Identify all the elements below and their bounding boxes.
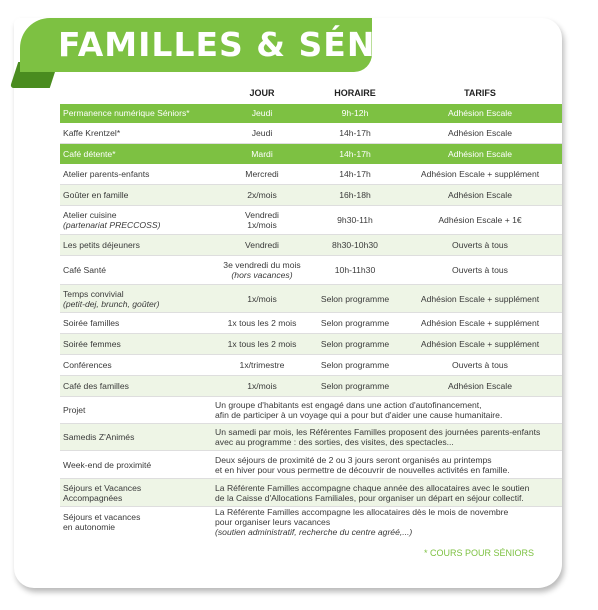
activity-time: 10h-11h30: [334, 265, 376, 275]
table-row: [60, 313, 562, 334]
activity-name: Café des familles: [63, 381, 129, 391]
table-row: [60, 164, 562, 185]
activity-time: 16h-18h: [339, 190, 371, 200]
table-row: [60, 355, 562, 376]
table-row: [60, 206, 562, 235]
activity-day: Jeudi: [251, 128, 273, 138]
table-row: [60, 285, 562, 313]
activity-name: Soirée familles: [63, 318, 120, 328]
activity-time: 9h-12h: [341, 108, 369, 118]
activity-name: Projet: [63, 405, 86, 415]
description-line: pour organiser leurs vacances: [215, 517, 331, 527]
activity-price: Ouverts à tous: [452, 240, 508, 250]
activity-name: Week-end de proximité: [63, 459, 152, 470]
activity-name: Temps convivial: [63, 288, 124, 299]
description-line: afin de participer à un voyage qui a pour but d'aider une cause humanitaire.: [215, 410, 503, 420]
activity-name-line2: Accompagnées: [63, 492, 123, 503]
column-header-tarifs: TARIFS: [464, 88, 496, 98]
footnote: * COURS POUR SÉNIORS: [424, 548, 535, 558]
table-row: [60, 104, 562, 123]
table-row: [60, 334, 562, 355]
activity-price: Adhésion Escale + supplément: [420, 318, 540, 328]
activity-note: (petit-dej, brunch, goûter): [63, 298, 160, 309]
page-title: FAMILLES & SÉNIORS: [58, 25, 469, 64]
description-line: de la Caisse d'Allocations Familiales, pour organiser un départ en séjour collectif.: [215, 492, 524, 503]
activity-price: Adhésion Escale + 1€: [438, 215, 522, 225]
description-line: Un samedi par mois, les Référentes Familles proposent des journées parents-enfants: [215, 427, 541, 437]
activity-name: Atelier cuisine: [63, 210, 117, 220]
activity-price: Adhésion Escale: [447, 148, 513, 159]
activity-day: Mercredi: [245, 169, 279, 179]
activity-time: Selon programme: [320, 381, 390, 391]
activity-price: Adhésion Escale: [447, 108, 513, 118]
activity-day: 1x tous les 2 mois: [227, 318, 297, 328]
activity-name: Atelier parents-enfants: [63, 169, 150, 179]
table-row: [60, 256, 562, 285]
description-line: avec au programme : des sorties, des visites, des spectacles...: [215, 437, 454, 447]
activity-name-line2: en autonomie: [63, 522, 116, 532]
activity-name: Samedis Z'Animés: [63, 432, 135, 442]
activity-price: Ouverts à tous: [452, 265, 508, 275]
description-line: La Référente Familles accompagne chaque année des allocataires avec le soutien: [215, 482, 530, 493]
activity-price: Adhésion Escale: [447, 128, 513, 138]
description-row: [60, 507, 562, 537]
table-row: [60, 235, 562, 256]
activity-name: Café détente*: [63, 148, 116, 159]
column-header-horaire: HORAIRE: [334, 88, 376, 98]
description-line: et en hiver pour vous permettre de découvrir de nouvelles activités en famille.: [215, 464, 510, 475]
activity-note: (partenariat PRECCOSS): [63, 220, 161, 230]
activity-frequency: 1x/mois: [247, 220, 277, 230]
activity-name: Kaffe Krentzel*: [63, 128, 121, 138]
activity-note: (hors vacances): [231, 270, 293, 280]
activity-name: Séjours et Vacances: [63, 482, 142, 493]
activity-day: 1x/mois: [247, 293, 277, 304]
activity-day: Vendredi: [245, 240, 279, 250]
activity-name: Soirée femmes: [63, 339, 121, 349]
activity-time: Selon programme: [320, 360, 390, 370]
activity-price: Adhésion Escale + supplément: [420, 339, 540, 349]
activity-time: 14h-17h: [339, 148, 371, 159]
column-header-jour: JOUR: [249, 88, 275, 98]
activity-price: Ouverts à tous: [452, 360, 508, 370]
activity-name: Goûter en famille: [63, 190, 129, 200]
activity-day: Vendredi: [245, 210, 279, 220]
activity-price: Adhésion Escale + supplément: [420, 293, 540, 304]
description-row: [60, 479, 562, 507]
activity-time: Selon programme: [320, 293, 390, 304]
activity-price: Adhésion Escale + supplément: [420, 169, 540, 179]
activity-name: Permanence numérique Séniors*: [63, 108, 190, 118]
description-line: La Référente Familles accompagne les allocataires dès le mois de novembre: [215, 507, 509, 517]
activity-time: 8h30-10h30: [332, 240, 378, 250]
description-note: (soutien administratif, recherche du centre agréé,...): [215, 527, 413, 537]
table-row: [60, 376, 562, 397]
table-header: [60, 88, 564, 102]
table-row: [60, 123, 562, 144]
activity-day: 1x/trimestre: [239, 360, 285, 370]
activity-day: 3e vendredi du mois: [223, 260, 301, 270]
activity-name: Conférences: [63, 360, 112, 370]
activity-time: 9h30-11h: [337, 215, 373, 225]
activity-name: Séjours et vacances: [63, 512, 141, 522]
table-row: [60, 144, 562, 164]
activity-time: Selon programme: [320, 339, 390, 349]
activity-day: Mardi: [251, 148, 273, 159]
activity-price: Adhésion Escale: [447, 190, 513, 200]
description-row: [60, 451, 562, 479]
activity-time: 14h-17h: [339, 128, 371, 138]
description-line: Un groupe d'habitants est engagé dans une action d'autofinancement,: [215, 400, 482, 410]
description-row: [60, 424, 562, 451]
activity-name: Les petits déjeuners: [63, 240, 140, 250]
activity-day: 2x/mois: [247, 190, 277, 200]
description-line: Deux séjours de proximité de 2 ou 3 jours seront organisés au printemps: [215, 454, 492, 465]
activity-time: Selon programme: [320, 318, 390, 328]
description-row: [60, 397, 562, 424]
activity-price: Adhésion Escale: [447, 381, 513, 391]
table-row: [60, 185, 562, 206]
activity-day: Jeudi: [251, 108, 273, 118]
activity-day: 1x/mois: [247, 381, 277, 391]
activity-day: 1x tous les 2 mois: [227, 339, 297, 349]
activity-time: 14h-17h: [339, 169, 371, 179]
activity-name: Café Santé: [63, 265, 106, 275]
